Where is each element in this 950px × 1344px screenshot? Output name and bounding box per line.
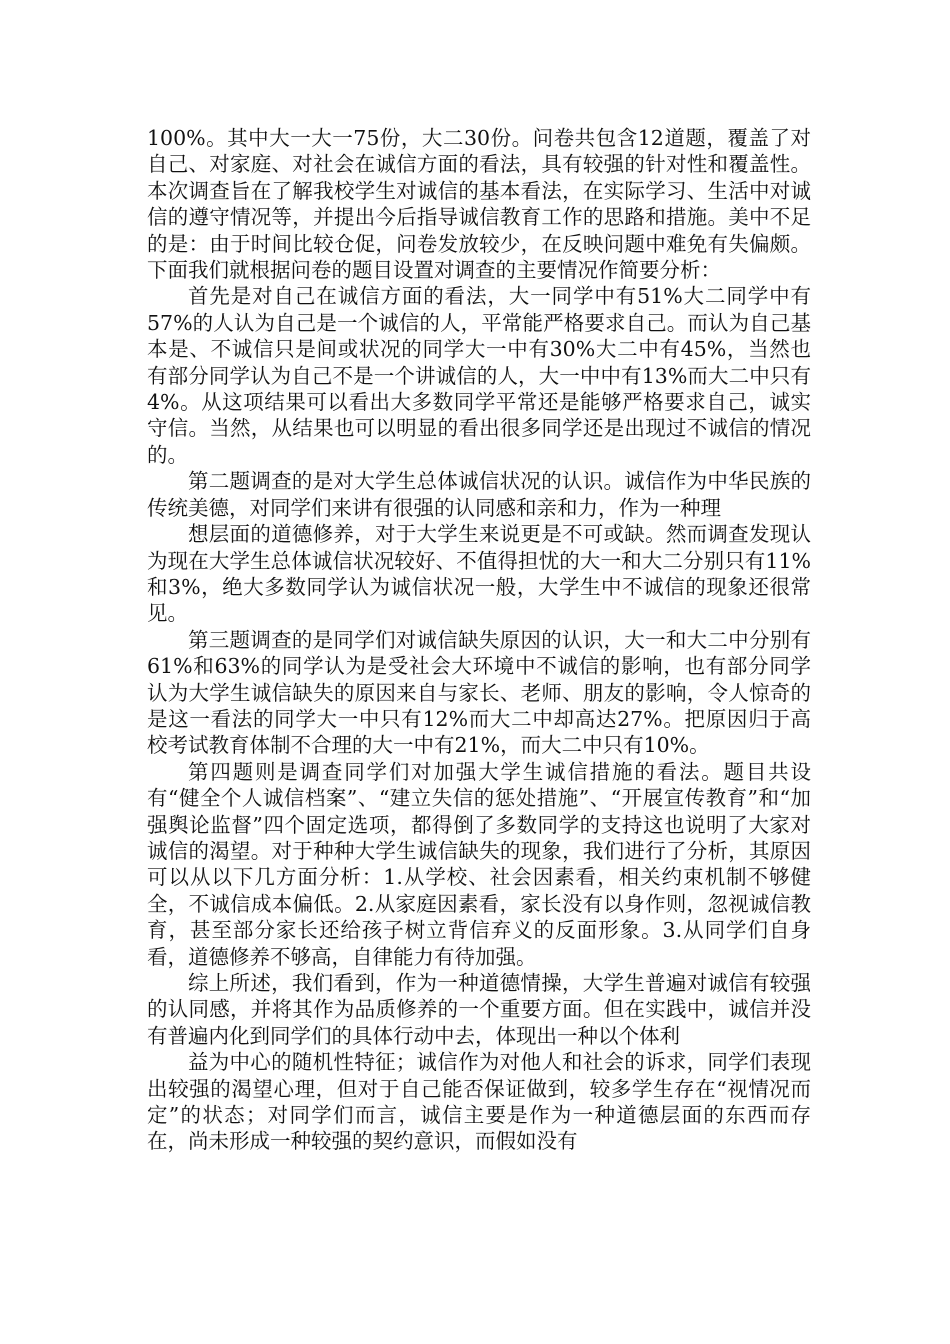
paragraph: 第四题则是调查同学们对加强大学生诚信措施的看法。题目共设有“健全个人诚信档案”、“建立失信的惩处措施”、“开展宣传教育”和“加强舆论监督”四个固定选项，都得倒了多数同学的支持这也说明了大家对诚信的渴望。对于种种大学生诚信缺失的现象，我们进行了分析，其原因可以从以下几方面分析：1.从学校、社会因素看，相关约束机制不够健全，不诚信成本偏低。2.从家庭因素看，家长没有以身作则，忽视诚信教育，甚至部分家长还给孩子树立背信弃义的反面形象。3.从同学们自身看，道德修养不够高，自律能力有待加强。 <box>147 759 811 969</box>
paragraph: 想层面的道德修养，对于大学生来说更是不可或缺。然而调查发现认为现在大学生总体诚信状况较好、不值得担忧的大一和大二分别只有11%和3%，绝大多数同学认为诚信状况一般，大学生中不诚信的现象还很常见。 <box>147 522 811 626</box>
paragraph: 综上所述，我们看到，作为一种道德情操，大学生普遍对诚信有较强的认同感，并将其作为品质修养的一个重要方面。但在实践中，诚信并没有普遍内化到同学们的具体行动中去，体现出一种以个体利 <box>147 971 811 1048</box>
paragraph: 首先是对自己在诚信方面的看法，大一同学中有51%大二同学中有57%的人认为自己是一个诚信的人，平常能严格要求自己。而认为自己基本是、不诚信只是间或状况的同学大一中有30%大二中有45%，当然也有部分同学认为自己不是一个讲诚信的人，大一中中有13%而大二中只有4%。从这项结果可以看出大多数同学平常还是能够严格要求自己，诚实守信。当然，从结果也可以明显的看出很多同学还是出现过不诚信的情况的。 <box>147 284 811 467</box>
paragraph: 益为中心的随机性特征；诚信作为对他人和社会的诉求，同学们表现出较强的渴望心理，但对于自己能否保证做到，较多学生存在“视情况而定”的状态；对同学们而言，诚信主要是作为一种道德层面的东西而存在，尚未形成一种较强的契约意识，而假如没有 <box>147 1050 811 1154</box>
paragraph: 第三题调查的是同学们对诚信缺失原因的认识，大一和大二中分别有61%和63%的同学认为是受社会大环境中不诚信的影响，也有部分同学认为大学生诚信缺失的原因来自与家长、老师、朋友的影响，令人惊奇的是这一看法的同学大一中只有12%而大二中却高达27%。把原因归于高校考试教育体制不合理的大一中有21%，而大二中只有10%。 <box>147 627 811 758</box>
document-body <box>147 125 811 1155</box>
paragraph: 第二题调查的是对大学生总体诚信状况的认识。诚信作为中华民族的传统美德，对同学们来讲有很强的认同感和亲和力，作为一种理 <box>147 469 811 520</box>
paragraph: 100%。其中大一大一75份，大二30份。问卷共包含12道题，覆盖了对自己、对家庭、对社会在诚信方面的看法，具有较强的针对性和覆盖性。本次调查旨在了解我校学生对诚信的基本看法，在实际学习、生活中对诚信的遵守情况等，并提出今后指导诚信教育工作的思路和措施。美中不足的是：由于时间比较仓促，问卷发放较少，在反映问题中难免有失偏颇。下面我们就根据问卷的题目设置对调查的主要情况作简要分析： <box>147 126 811 283</box>
